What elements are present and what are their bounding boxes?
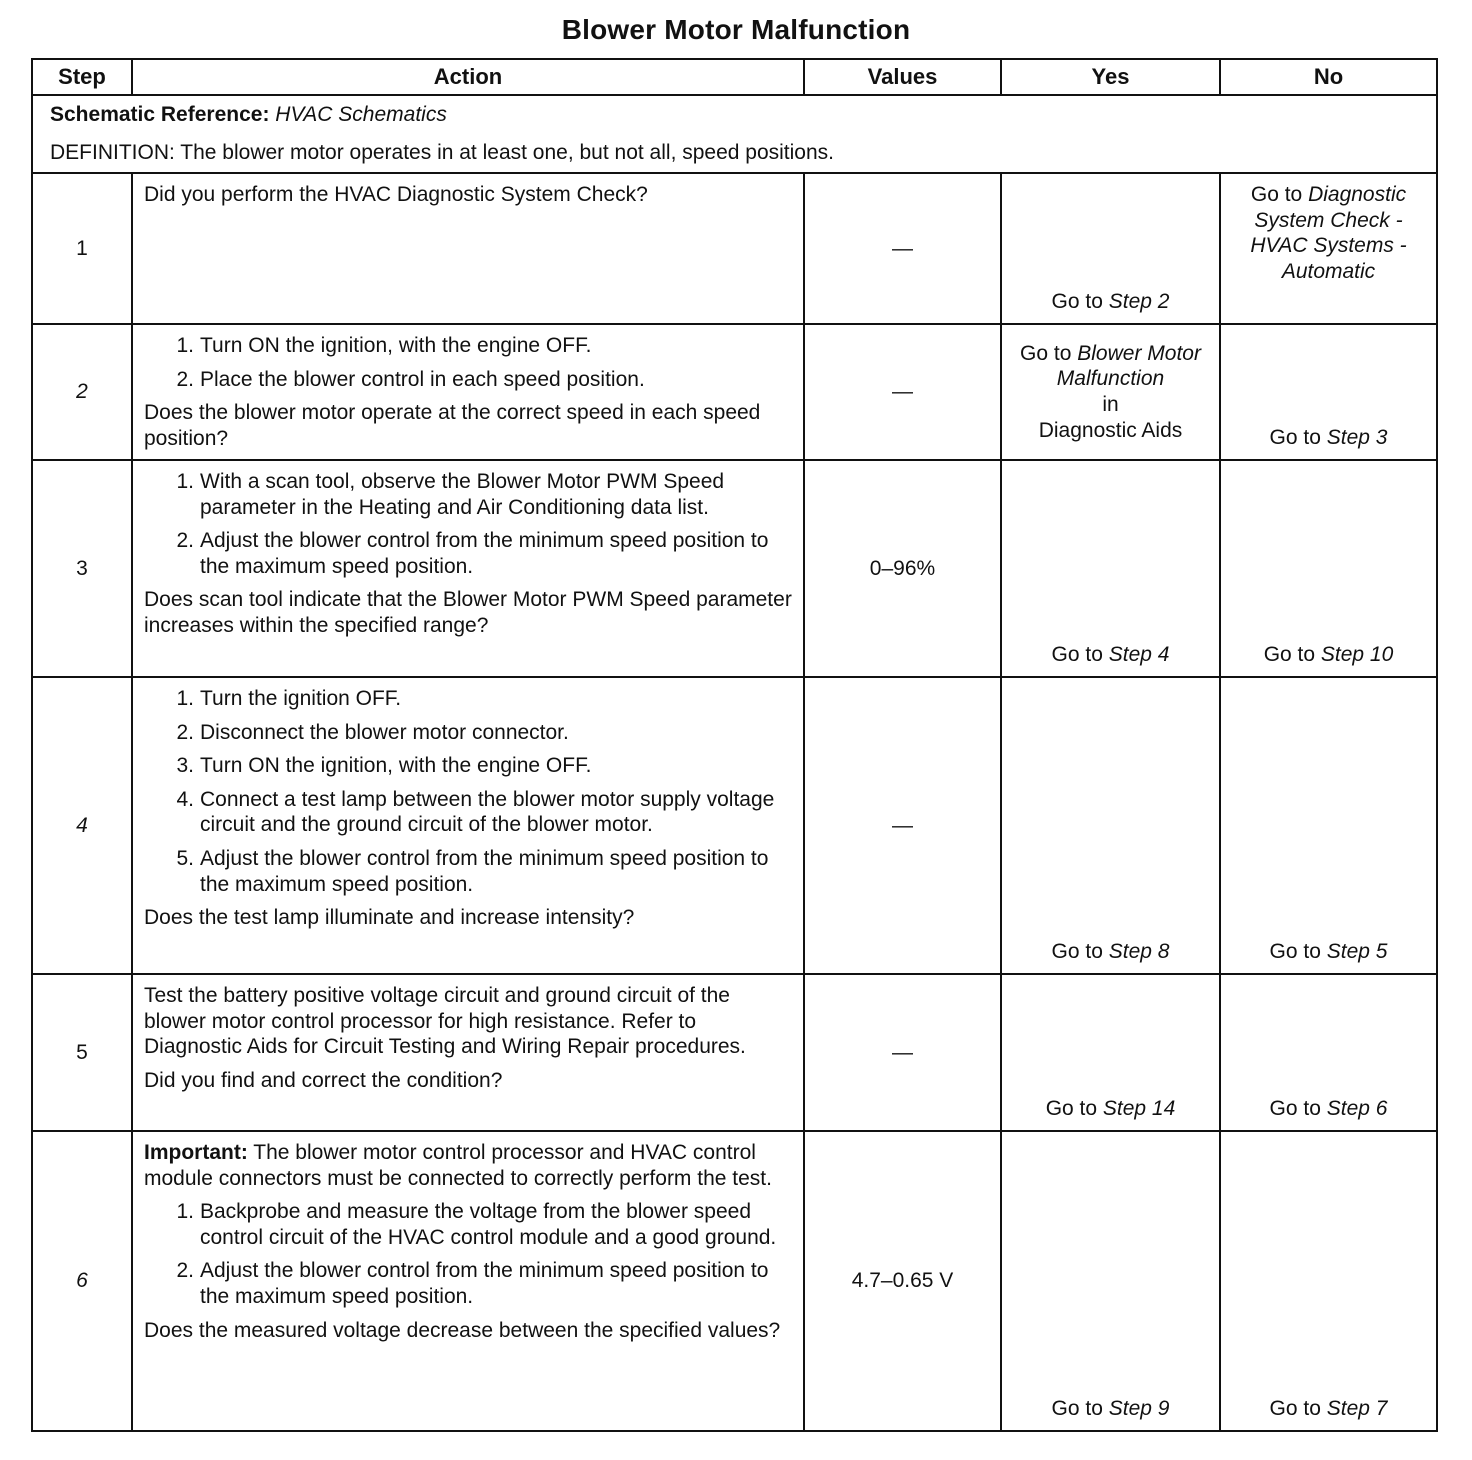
- page-title: Blower Motor Malfunction: [561, 14, 911, 45]
- diagnostic-table: [31, 58, 1438, 1432]
- action-step: 1. Backprobe and measure the voltage from the blower speed control circuit of the HVAC control module and a good ground.: [176, 1200, 777, 1249]
- table-row: [32, 1131, 1437, 1431]
- schematic-reference-link[interactable]: HVAC Schematics: [275, 103, 447, 126]
- action-step: 1. Turn ON the ignition, with the engine OFF.: [176, 334, 592, 357]
- action-cell: [132, 324, 804, 460]
- action-step: 2. Place the blower control in each speed position.: [176, 367, 645, 391]
- value-cell: —: [804, 324, 1001, 460]
- no-link[interactable]: Step 10: [1320, 643, 1394, 667]
- yes-cell: [1001, 1131, 1220, 1431]
- schematic-reference: [50, 102, 1426, 128]
- no-link[interactable]: Diagnostic System Check - HVAC Systems - Automatic: [1250, 183, 1407, 283]
- no-prefix: Go to: [1263, 643, 1321, 667]
- action-cell: [132, 677, 804, 974]
- step-number: 6: [32, 1131, 132, 1431]
- action-question: Did you perform the HVAC Diagnostic System Check?: [144, 183, 648, 206]
- action-question: Does scan tool indicate that the Blower Motor PWM Speed parameter increases within the specified range?: [144, 588, 792, 638]
- step-number: 5: [32, 974, 132, 1131]
- step-number: 4: [32, 677, 132, 974]
- action-steps: [144, 469, 793, 579]
- action-step: 2. Disconnect the blower motor connector.: [176, 720, 569, 744]
- action-step: 4. Connect a test lamp between the blower motor supply voltage circuit and the ground circuit of the blower motor.: [176, 787, 775, 837]
- action-step: 5. Adjust the blower control from the minimum speed position to the maximum speed position.: [176, 847, 769, 896]
- yes-cell: [1001, 324, 1220, 460]
- action-cell: [132, 974, 804, 1131]
- no-cell: [1220, 974, 1437, 1131]
- action-step: 2. Adjust the blower control from the minimum speed position to the maximum speed position.: [176, 529, 769, 578]
- header-action: Action: [132, 59, 804, 95]
- yes-cell: [1001, 460, 1220, 677]
- yes-link[interactable]: Step 2: [1108, 290, 1170, 314]
- yes-link[interactable]: Step 14: [1102, 1097, 1176, 1121]
- no-cell: [1220, 173, 1437, 324]
- no-prefix: Go to: [1269, 1097, 1327, 1121]
- header-yes: Yes: [1001, 59, 1220, 95]
- table-row: [32, 173, 1437, 324]
- header-values: Values: [804, 59, 1001, 95]
- yes-prefix: Go to: [1045, 1097, 1103, 1121]
- no-prefix: Go to: [1269, 940, 1327, 964]
- value-cell: 0–96%: [804, 460, 1001, 677]
- yes-cell: [1001, 173, 1220, 324]
- yes-prefix: Go to: [1020, 341, 1078, 365]
- no-prefix: Go to: [1269, 1397, 1327, 1421]
- table-row: [32, 974, 1437, 1131]
- action-question: Does the measured voltage decrease between the specified values?: [144, 1318, 781, 1342]
- table-row: [32, 677, 1437, 974]
- header-step: Step: [32, 59, 132, 95]
- action-steps: [144, 333, 793, 392]
- action-step: 2. Adjust the blower control from the minimum speed position to the maximum speed position.: [176, 1259, 769, 1309]
- yes-prefix: Go to: [1051, 643, 1109, 667]
- header-row: [32, 59, 1437, 95]
- yes-mid: in: [1102, 393, 1119, 416]
- yes-link[interactable]: Step 4: [1108, 643, 1170, 667]
- yes-prefix: Go to: [1051, 940, 1109, 964]
- no-link[interactable]: Step 7: [1326, 1397, 1388, 1421]
- action-text: Test the battery positive voltage circuit and ground circuit of the blower motor control processor for high resistance. Refer to Diagnostic Aids for Circuit Testing and Wiring Repair procedures.: [144, 984, 746, 1059]
- action-steps: [144, 686, 793, 897]
- no-cell: [1220, 460, 1437, 677]
- action-cell: [132, 173, 804, 324]
- yes-suffix: Diagnostic Aids: [1038, 418, 1183, 442]
- no-prefix: Go to: [1250, 183, 1309, 206]
- yes-cell: [1001, 974, 1220, 1131]
- value-cell: —: [804, 173, 1001, 324]
- yes-link[interactable]: Step 9: [1108, 1397, 1170, 1421]
- action-question: Did you find and correct the condition?: [144, 1068, 503, 1092]
- yes-cell: [1001, 677, 1220, 974]
- step-number: 3: [32, 460, 132, 677]
- action-step: 1. With a scan tool, observe the Blower Motor PWM Speed parameter in the Heating and Air Conditioning data list.: [176, 470, 725, 519]
- action-step: 3. Turn ON the ignition, with the engine OFF.: [176, 754, 592, 778]
- no-link[interactable]: Step 5: [1326, 940, 1388, 964]
- no-link[interactable]: Step 3: [1326, 426, 1388, 450]
- action-question: Does the blower motor operate at the correct speed in each speed position?: [144, 401, 761, 450]
- header-no: No: [1220, 59, 1437, 95]
- yes-link[interactable]: Step 8: [1108, 940, 1170, 964]
- value-cell: —: [804, 974, 1001, 1131]
- action-steps: [144, 1199, 793, 1309]
- yes-link[interactable]: Blower Motor Malfunction: [1056, 341, 1201, 391]
- yes-prefix: Go to: [1051, 1397, 1109, 1421]
- step-number: 1: [32, 173, 132, 324]
- table-row: [32, 324, 1437, 460]
- table-row: [32, 460, 1437, 677]
- important-label: Important:: [144, 1141, 248, 1164]
- no-prefix: Go to: [1269, 426, 1327, 450]
- no-cell: [1220, 677, 1437, 974]
- action-question: Does the test lamp illuminate and increase intensity?: [144, 906, 635, 930]
- no-cell: [1220, 324, 1437, 460]
- no-link[interactable]: Step 6: [1326, 1097, 1388, 1121]
- no-cell: [1220, 1131, 1437, 1431]
- value-cell: 4.7–0.65 V: [804, 1131, 1001, 1431]
- yes-prefix: Go to: [1051, 290, 1109, 314]
- schematic-reference-label: Schematic Reference:: [50, 103, 270, 126]
- reference-row: [32, 95, 1437, 173]
- action-step: 1. Turn the ignition OFF.: [176, 687, 402, 710]
- step-number: 2: [32, 324, 132, 460]
- value-cell: —: [804, 677, 1001, 974]
- important-note: Important: The blower motor control processor and HVAC control module connectors must be connected to correctly perform the test.: [144, 1141, 772, 1190]
- definition: DEFINITION: The blower motor operates in at least one, but not all, speed positions.: [50, 140, 835, 164]
- action-cell: [132, 1131, 804, 1431]
- action-cell: [132, 460, 804, 677]
